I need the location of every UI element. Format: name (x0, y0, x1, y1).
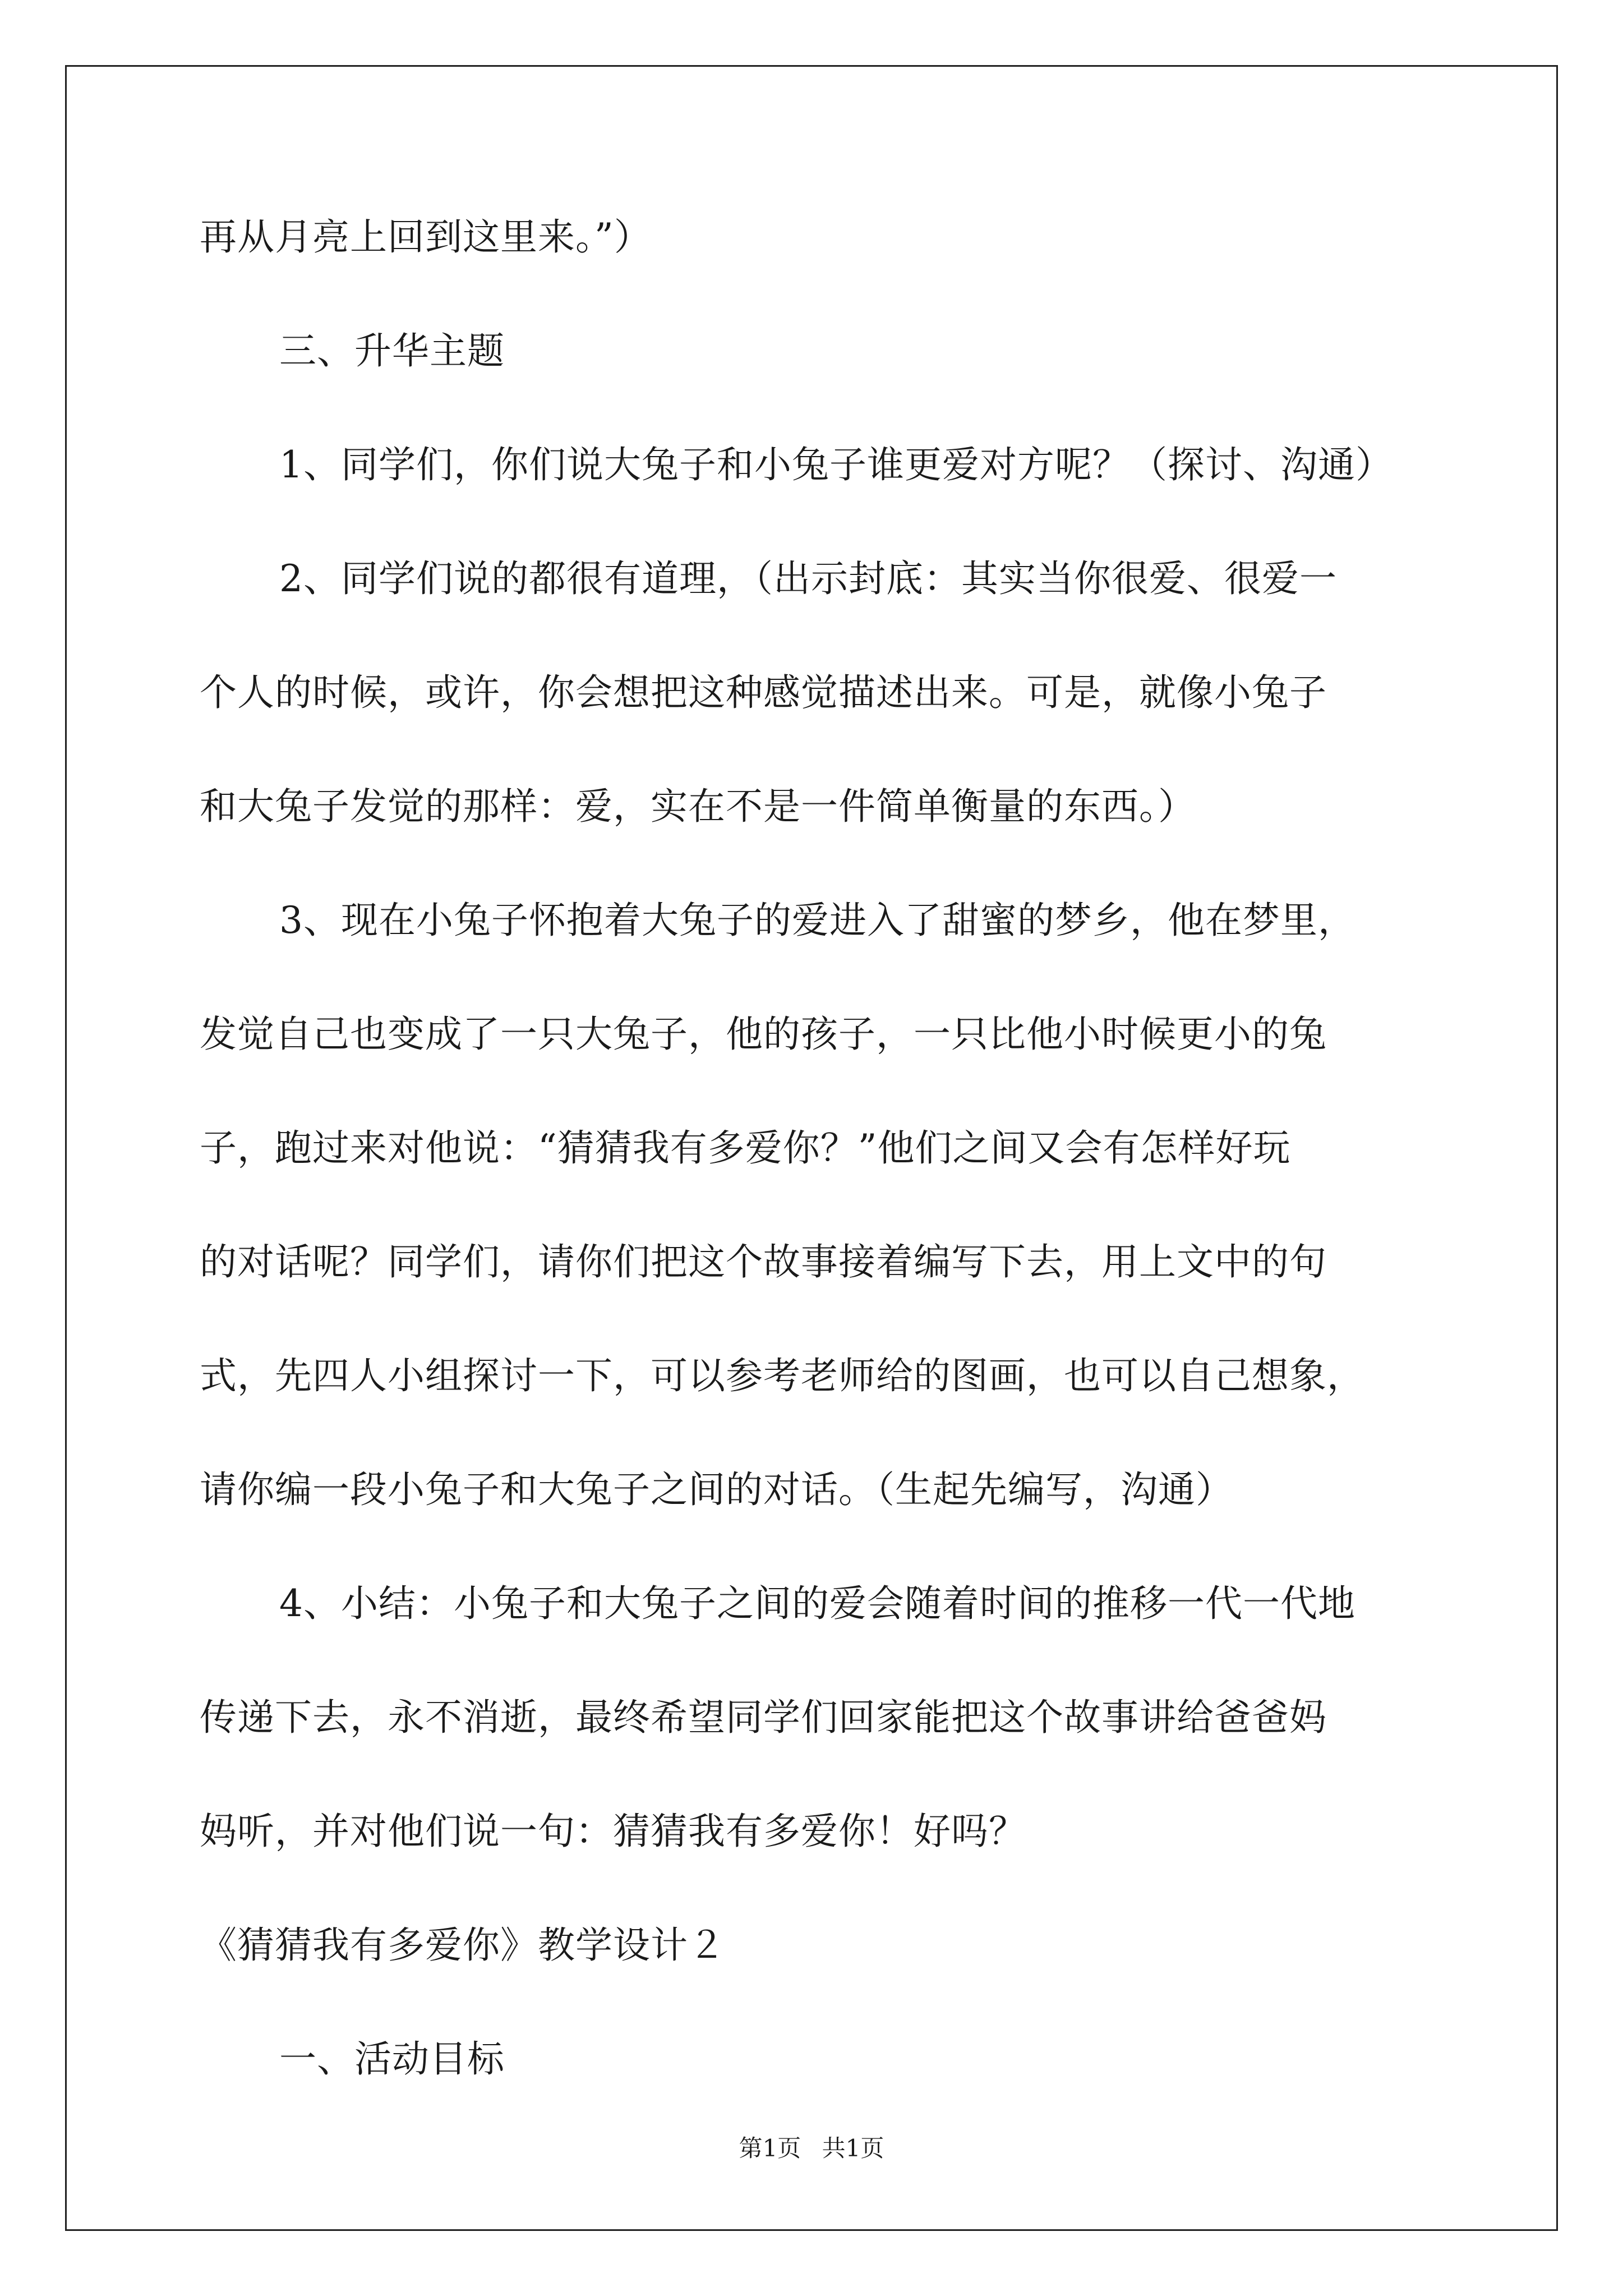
text-line: 发觉自己也变成了一只大兔子，他的孩子，一只比他小时候更小的兔 (200, 1013, 1327, 1056)
text-line: 1、同学们，你们说大兔子和小兔子谁更爱对方呢？（探讨、沟通） (279, 443, 1393, 486)
paragraph (200, 439, 1433, 491)
section-heading (200, 325, 1433, 377)
text-line: 3、现在小兔子怀抱着大兔子的爱进入了甜蜜的梦乡，他在梦里， (279, 899, 1355, 942)
paragraph (200, 894, 1433, 1516)
text-line: 《猜猜我有多爱你》教学设计２ (200, 1924, 726, 1967)
text-line: 的对话呢？同学们，请你们把这个故事接着编写下去，用上文中的句 (200, 1240, 1327, 1283)
text-line: 个人的时候，或许，你会想把这种感觉描述出来。可是，就像小兔子 (200, 671, 1327, 714)
paragraph (200, 553, 1433, 832)
text-line: 请你编一段小兔子和大兔子之间的对话。（生起先编写，沟通） (200, 1468, 1233, 1511)
text-line: 三、升华主题 (279, 329, 505, 372)
text-line: 妈听，并对他们说一句：猜猜我有多爱你！好吗？ (200, 1810, 1026, 1853)
text-line: 传递下去，永不消逝，最终希望同学们回家能把这个故事讲给爸爸妈 (200, 1696, 1327, 1739)
page-footer (0, 2132, 1623, 2165)
paragraph (200, 1577, 1433, 1857)
text-line: 和大兔子发觉的那样：爱，实在不是一件简单衡量的东西。） (200, 785, 1196, 828)
text-line: 再从月亮上回到这里来。”） (200, 215, 652, 259)
text-line: 2、同学们说的都很有道理，（出示封底：其实当你很爱、很爱一 (279, 557, 1337, 600)
paragraph (200, 211, 1433, 263)
text-line: 子，跑过来对他说：“猜猜我有多爱你？”他们之间又会有怎样好玩 (200, 1126, 1291, 1170)
section-heading (200, 2033, 1433, 2085)
section-title (200, 1919, 1433, 1971)
text-line: 一、活动目标 (279, 2037, 505, 2081)
document-body (200, 211, 1433, 2085)
text-line: 式，先四人小组探讨一下，可以参考老师给的图画，也可以自己想象， (200, 1354, 1364, 1397)
page-total: 共1页 (822, 2134, 884, 2162)
text-line: 4、小结：小兔子和大兔子之间的爱会随着时间的推移一代一代地 (279, 1582, 1355, 1625)
page-number: 第1页 (739, 2134, 801, 2162)
